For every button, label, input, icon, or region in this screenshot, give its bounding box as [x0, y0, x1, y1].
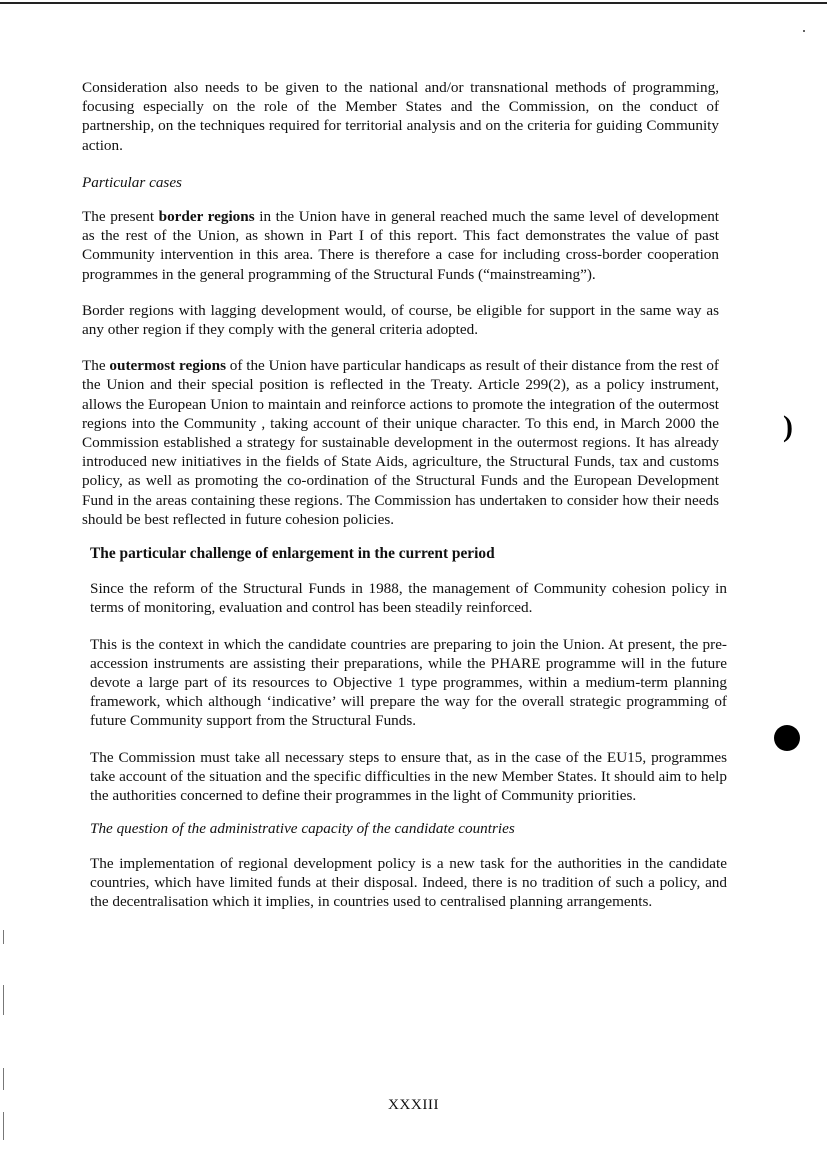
- punch-hole: [774, 725, 800, 751]
- scan-edge-mark: [3, 1112, 4, 1140]
- heading-enlargement-challenge: The particular challenge of enlargement in the current period: [90, 545, 495, 563]
- subheading-administrative-capacity: The question of the administrative capacity of the candidate countries: [90, 820, 515, 838]
- bold-term: border regions: [158, 208, 255, 226]
- bold-term: outermost regions: [109, 357, 226, 375]
- lower-section: [90, 544, 727, 911]
- scan-edge-mark: [3, 985, 4, 1015]
- page-number: XXXIII: [387, 1096, 440, 1113]
- paragraph-structural-funds-reform: Since the reform of the Structural Funds in 1988, the management of Community cohesion policy in terms of monitoring, evaluation and control has been steadily reinforced.: [90, 580, 727, 617]
- scan-edge-mark: [3, 930, 4, 944]
- paragraph-candidate-countries: This is the context in which the candidate countries are preparing to join the Union. At present, the pre-accession instruments are assisting their preparations, while the PHARE programme will in the future devote a large part of its resources to Objective 1 type programmes, within a medium-term planning framework, which although ‘indicative’ will prepare the way for the overall strategic programming of future Community support from the Structural Funds.: [90, 635, 727, 730]
- paragraph-border-regions: [82, 207, 719, 284]
- subheading-particular-cases: Particular cases: [82, 173, 182, 191]
- top-border-line: [0, 2, 827, 4]
- text-run: The present: [82, 208, 159, 226]
- binding-mark: ): [783, 410, 793, 443]
- text-run: in the Union have in general reached much the same level of development as the rest of the Union, as shown in Part I of this report. This fact demonstrates the value of past Community intervention in this area. There is therefore a case for including cross-border cooperation programmes in the general programming of the Structural Funds (“mainstreaming”).: [82, 208, 720, 283]
- paragraph-lagging-border-regions: Border regions with lagging development would, of course, be eligible for support in the same way as any other region if they comply with the general criteria adopted.: [82, 301, 719, 339]
- text-run: of the Union have particular handicaps as result of their distance from the rest of the Union and their special position is reflected in the Treaty. Article 299(2), as a policy instrument, allows the European Union to maintain and reinforce actions to promote the integration of the outermost regions into the Community , taking account of their unique character. To this end, in March 2000 the Commission established a strategy for sustainable development in the outermost regions. It has already introduced new initiatives in the fields of State Aids, agriculture, the Structural Funds, tax and customs policy, as well as promoting the co-ordination of the Structural Funds and the European Development Fund in the areas containing these regions. The Commission has undertaken to consider how their needs should be best reflected in future cohesion policies.: [82, 357, 719, 528]
- document-body: [82, 78, 727, 928]
- paragraph-commission-steps: The Commission must take all necessary steps to ensure that, as in the case of the EU15, programmes take account of the situation and the specific difficulties in the new Member States. It should aim to help the authorities concerned to define their programmes in the light of Community priorities.: [90, 748, 727, 805]
- paragraph-outermost-regions: [82, 356, 719, 529]
- scan-speck: [803, 30, 805, 32]
- paragraph-programming-methods: Consideration also needs to be given to the national and/or transnational methods of programming, focusing especially on the role of the Member States and the Commission, on the conduct of partnership, on the techniques required for territorial analysis and on the criteria for guiding Community action.: [82, 79, 719, 154]
- scan-edge-mark: [3, 1068, 4, 1090]
- paragraph-regional-policy-implementation: The implementation of regional development policy is a new task for the authorities in the candidate countries, which have limited funds at their disposal. Indeed, there is no tradition of such a policy, and the decentralisation which it implies, in countries used to centralised planning arrangements.: [90, 854, 727, 910]
- text-run: The: [82, 357, 110, 375]
